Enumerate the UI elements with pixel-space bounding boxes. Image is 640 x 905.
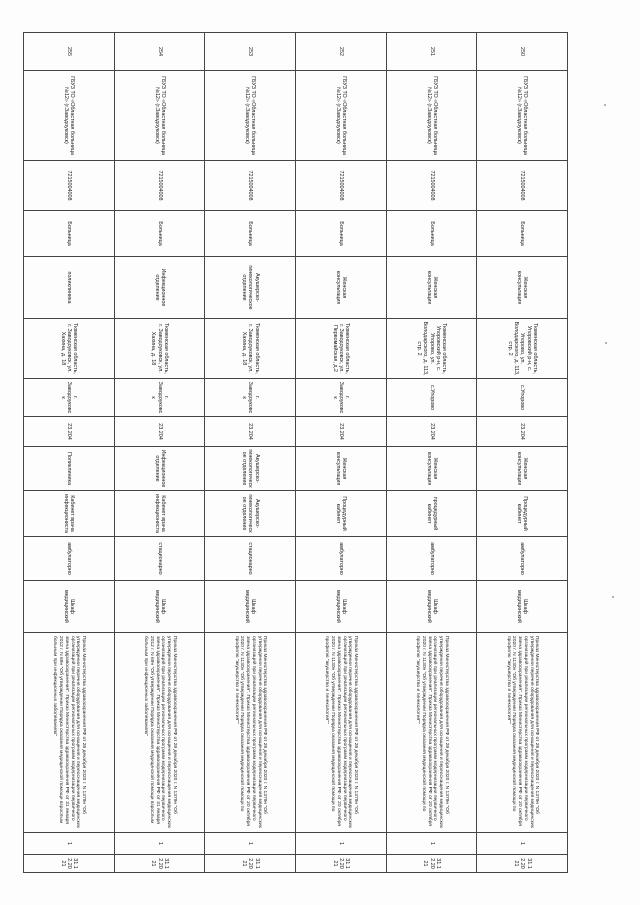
table-row bbox=[114, 33, 205, 873]
table-row bbox=[205, 33, 296, 873]
locality-code-cell: 23.204 bbox=[386, 417, 477, 447]
organization-cell: ГБУЗ ТО «Областная больница №12» (г.Заводоуковск) bbox=[386, 71, 477, 161]
regulation-cell: Приказ Министерства здравоохранения РФ от 28 декабря 2020 г. N 1379н "Об утверждении перечня оборудования для оснащения и переоснащения медицинских организаций при реализации региональных программ модернизации первичного звена здравоохранения". Приказ Министерства здравоохранения РФ от 20 октября 2020 г. N 1130н "Об утверждении Порядка оказания медицинской помощи по профилю "акушерство и гинекология"" bbox=[386, 633, 477, 833]
locality-cell: г. Заводоуковск bbox=[114, 379, 205, 417]
care-mode-cell: амбулаторно bbox=[477, 537, 568, 581]
address-cell: Тюменская область, г. Заводоуковск, ул. Хахина, д. 18 bbox=[24, 319, 115, 379]
address-cell: Тюменская область, г. Заводоуковск, ул. Первомайская, д.2 bbox=[296, 319, 387, 379]
locality-code-cell: 23.204 bbox=[296, 417, 387, 447]
facility-type-cell: Больница bbox=[114, 211, 205, 257]
quantity-cell: 1 bbox=[114, 833, 205, 855]
organization-cell: ГБУЗ ТО «Областная больница №12» (г.Заводоуковск) bbox=[24, 71, 115, 161]
cabinet-cell: Процедурный кабинет bbox=[477, 491, 568, 537]
regulation-cell: Приказ Министерства здравоохранения РФ от 28 декабря 2020 г. N 1379н "Об утверждении перечня оборудования для оснащения и переоснащения медицинских организаций при реализации региональных программ модернизации первичного звена здравоохранения". Приказ Министерства здравоохранения РФ от 20 октября 2020 г. N 1130н "Об утверждении Порядка оказания медицинской помощи по профилю "акушерство и гинекология"" bbox=[296, 633, 387, 833]
cabinet-cell: Кабинет врача инфекциониста bbox=[114, 491, 205, 537]
unit-cell: Акушерско-гинекологическое отделение bbox=[205, 257, 296, 319]
facility-type-cell: Больница bbox=[296, 211, 387, 257]
care-mode-cell: амбулаторно bbox=[296, 537, 387, 581]
locality-code-cell: 23.204 bbox=[477, 417, 568, 447]
care-mode-cell: амбулаторно bbox=[24, 537, 115, 581]
deadline-cell: 31.12.2021 bbox=[114, 855, 205, 873]
cabinet-cell: Акушерско-гинекологическое отделение bbox=[205, 491, 296, 537]
unit-cell: Женская консультация bbox=[477, 257, 568, 319]
cabinet-cell: процедурный кабинет bbox=[386, 491, 477, 537]
care-mode-cell: стационарно bbox=[114, 537, 205, 581]
deadline-cell: 31.12.2021 bbox=[477, 855, 568, 873]
department-cell: Женская консультация bbox=[477, 447, 568, 491]
equipment-cell: Шкаф медицинский bbox=[296, 581, 387, 633]
equipment-register-table bbox=[23, 32, 568, 873]
row-number-cell: 252 bbox=[296, 33, 387, 71]
address-cell: Тюменская область, Упоровский р-н, с. Упорово, ул. Володарского, д. 113, стр. 2 bbox=[477, 319, 568, 379]
deadline-cell: 31.12.2021 bbox=[296, 855, 387, 873]
address-cell: Тюменская область, Упоровский р-н, с. Упорово, ул. Володарского, д. 113, стр. 2 bbox=[386, 319, 477, 379]
scan-speck bbox=[612, 596, 614, 598]
organization-cell: ГБУЗ ТО «Областная больница №12» (г.Заводоуковск) bbox=[205, 71, 296, 161]
cabinet-cell: Кабинет врача инфекциониста bbox=[24, 491, 115, 537]
address-cell: Тюменская область, г. Заводоуковск, ул. Хахина, д. 18 bbox=[114, 319, 205, 379]
organization-cell: ГБУЗ ТО «Областная больница №12» (г.Заводоуковск) bbox=[296, 71, 387, 161]
department-cell: Инфекционное отделение bbox=[114, 447, 205, 491]
quantity-cell: 1 bbox=[296, 833, 387, 855]
row-number-cell: 253 bbox=[205, 33, 296, 71]
locality-cell: г. Заводоуковск bbox=[24, 379, 115, 417]
locality-cell: с.Упорово bbox=[477, 379, 568, 417]
department-cell: Поликлиника bbox=[24, 447, 115, 491]
quantity-cell: 1 bbox=[386, 833, 477, 855]
locality-code-cell: 23.204 bbox=[24, 417, 115, 447]
table-row bbox=[296, 33, 387, 873]
locality-code-cell: 23.204 bbox=[205, 417, 296, 447]
facility-type-cell: Больница bbox=[24, 211, 115, 257]
organization-cell: ГБУЗ ТО «Областная больница №12» (г.Заводоуковск) bbox=[114, 71, 205, 161]
row-number-cell: 251 bbox=[386, 33, 477, 71]
equipment-cell: Шкаф медицинский bbox=[114, 581, 205, 633]
deadline-cell: 31.12.2021 bbox=[386, 855, 477, 873]
regulation-cell: Приказ Министерства здравоохранения РФ от 28 декабря 2020 г. N 1379н "Об утверждении перечня оборудования для оснащения и переоснащения медицинских организаций при реализации региональных программ модернизации первичного звена здравоохранения". Приказ Министерства здравоохранения РФ от 20 октября 2020 г. N 1130н "Об утверждении Порядка оказания медицинской помощи по профилю "акушерство и гинекология"" bbox=[205, 633, 296, 833]
table-body bbox=[24, 33, 568, 873]
equipment-cell: Шкаф медицинский bbox=[24, 581, 115, 633]
quantity-cell: 1 bbox=[205, 833, 296, 855]
facility-type-cell: Больница bbox=[386, 211, 477, 257]
table-row bbox=[477, 33, 568, 873]
regulation-cell: Приказ Министерства здравоохранения РФ от 28 декабря 2020 г. N 1379н "Об утверждении перечня оборудования для оснащения и переоснащения медицинских организаций при реализации региональных программ модернизации первичного звена здравоохранения". Приказ Министерства здравоохранения РФ от 31 января 2012 г. N 69н "Об утверждении Порядка оказания медицинской помощи взрослым больным при инфекционных заболеваниях" bbox=[24, 633, 115, 833]
locality-cell: г. Заводоуковск bbox=[205, 379, 296, 417]
unit-cell: Инфекционное отделение bbox=[114, 257, 205, 319]
row-number-cell: 254 bbox=[114, 33, 205, 71]
tax-id-cell: 7215004008 bbox=[205, 161, 296, 211]
locality-cell: с.Упорово bbox=[386, 379, 477, 417]
regulation-cell: Приказ Министерства здравоохранения РФ от 28 декабря 2020 г. N 1379н "Об утверждении перечня оборудования для оснащения и переоснащения медицинских организаций при реализации региональных программ модернизации первичного звена здравоохранения". Приказ Министерства здравоохранения РФ от 31 января 2012 г. N 69н "Об утверждении Порядка оказания медицинской помощи взрослым больным при инфекционных заболеваниях" bbox=[114, 633, 205, 833]
care-mode-cell: амбулаторно bbox=[386, 537, 477, 581]
facility-type-cell: Больница bbox=[477, 211, 568, 257]
tax-id-cell: 7215004008 bbox=[477, 161, 568, 211]
table-row bbox=[24, 33, 115, 873]
locality-code-cell: 23.204 bbox=[114, 417, 205, 447]
unit-cell: поликлиника bbox=[24, 257, 115, 319]
row-number-cell: 255 bbox=[24, 33, 115, 71]
rotated-table-wrapper bbox=[23, 32, 568, 872]
table-row bbox=[386, 33, 477, 873]
organization-cell: ГБУЗ ТО «Областная больница №12» (г.Заводоуковск) bbox=[477, 71, 568, 161]
deadline-cell: 31.12.2021 bbox=[205, 855, 296, 873]
equipment-cell: Шкаф медицинский bbox=[205, 581, 296, 633]
care-mode-cell: стационарно bbox=[205, 537, 296, 581]
cabinet-cell: Процедурный кабинет bbox=[296, 491, 387, 537]
equipment-cell: Шкаф медицинский bbox=[477, 581, 568, 633]
address-cell: Тюменская область, г. Заводоуковск, ул. Хахина, д. 18 bbox=[205, 319, 296, 379]
quantity-cell: 1 bbox=[477, 833, 568, 855]
locality-cell: г. Заводоуковск bbox=[296, 379, 387, 417]
department-cell: Акушерско-гинекологическое отделение bbox=[205, 447, 296, 491]
department-cell: Женская консультация bbox=[296, 447, 387, 491]
deadline-cell: 31.12.2021 bbox=[24, 855, 115, 873]
tax-id-cell: 7215004008 bbox=[24, 161, 115, 211]
equipment-cell: Шкаф медицинский bbox=[386, 581, 477, 633]
tax-id-cell: 7215004008 bbox=[114, 161, 205, 211]
scan-speck bbox=[605, 342, 607, 344]
department-cell: Женская консультация bbox=[386, 447, 477, 491]
quantity-cell: 1 bbox=[24, 833, 115, 855]
regulation-cell: Приказ Министерства здравоохранения РФ от 28 декабря 2020 г. N 1379н "Об утверждении перечня оборудования для оснащения и переоснащения медицинских организаций при реализации региональных программ модернизации первичного звена здравоохранения". Приказ Министерства здравоохранения РФ от 20 октября 2020 г. N 1130н "Об утверждении Порядка оказания медицинской помощи по профилю "акушерство и гинекология"" bbox=[477, 633, 568, 833]
tax-id-cell: 7215004008 bbox=[386, 161, 477, 211]
scan-speck bbox=[604, 104, 606, 106]
row-number-cell: 250 bbox=[477, 33, 568, 71]
facility-type-cell: Больница bbox=[205, 211, 296, 257]
unit-cell: Женская консультация bbox=[386, 257, 477, 319]
tax-id-cell: 7215004008 bbox=[296, 161, 387, 211]
unit-cell: Женская консультация bbox=[296, 257, 387, 319]
